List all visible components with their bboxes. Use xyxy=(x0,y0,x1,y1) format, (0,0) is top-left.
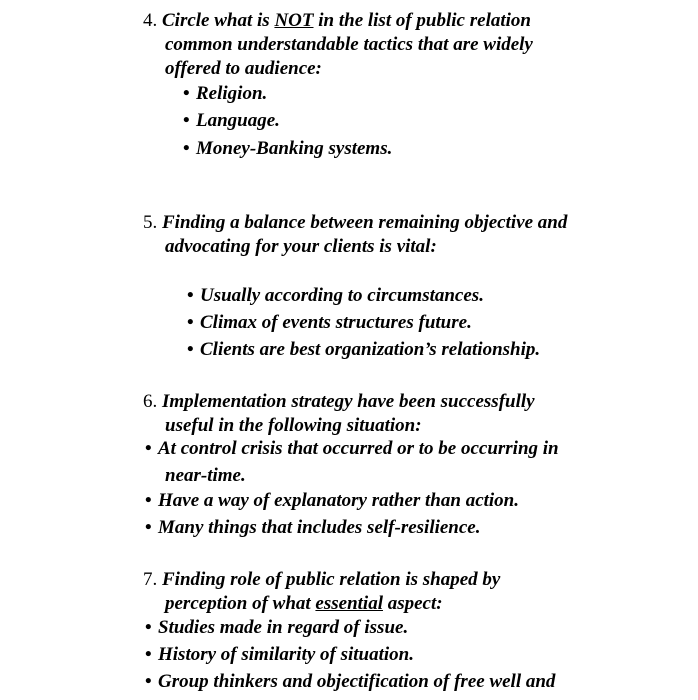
bullet-icon: • xyxy=(145,644,152,665)
bullet-icon: • xyxy=(183,110,190,131)
q6-option-2[interactable]: • Have a way of explanatory rather than action. xyxy=(145,490,519,511)
bullet-icon: • xyxy=(187,285,194,306)
q7-emphasis-essential: essential xyxy=(315,593,383,614)
q4-stem-line-1: 4. Circle what is NOT in the list of public relation xyxy=(143,10,531,31)
bullet-icon: • xyxy=(145,490,152,511)
q6-option-1[interactable]: • At control crisis that occurred or to be occurring in xyxy=(145,438,559,459)
bullet-icon: • xyxy=(183,138,190,159)
q5-option-2[interactable]: • Climax of events structures future. xyxy=(187,312,472,333)
bullet-icon: • xyxy=(145,517,152,538)
q7-option-3[interactable]: • Group thinkers and objectification of free well and xyxy=(145,671,556,692)
bullet-icon: • xyxy=(145,438,152,459)
q7-stem-line-2: perception of what essential aspect: xyxy=(165,593,443,614)
q7-option-1[interactable]: • Studies made in regard of issue. xyxy=(145,617,409,638)
q5-option-3[interactable]: • Clients are best organization’s relationship. xyxy=(187,339,541,360)
q6-stem-line-2: useful in the following situation: xyxy=(165,415,422,436)
q4-option-1[interactable]: • Religion. xyxy=(183,83,268,104)
q4-emphasis-not: NOT xyxy=(274,10,314,31)
q5-number: 5. xyxy=(143,212,158,233)
q5-stem-line-2: advocating for your clients is vital: xyxy=(165,236,437,257)
q6-option-1-continuation: near-time. xyxy=(165,465,246,486)
q7-number: 7. xyxy=(143,569,158,590)
bullet-icon: • xyxy=(183,83,190,104)
q7-option-2[interactable]: • History of similarity of situation. xyxy=(145,644,414,665)
q4-stem-line-3: offered to audience: xyxy=(165,58,322,79)
bullet-icon: • xyxy=(145,671,152,692)
q7-stem-line-1: 7. Finding role of public relation is shaped by xyxy=(143,569,501,590)
q6-stem-line-1: 6. Implementation strategy have been successfully xyxy=(143,391,535,412)
q4-option-3[interactable]: • Money-Banking systems. xyxy=(183,138,393,159)
q5-stem-line-1: 5. Finding a balance between remaining objective and xyxy=(143,212,568,233)
bullet-icon: • xyxy=(187,339,194,360)
bullet-icon: • xyxy=(187,312,194,333)
q6-number: 6. xyxy=(143,391,158,412)
q4-stem-line-2: common understandable tactics that are widely xyxy=(165,34,533,55)
q5-option-1[interactable]: • Usually according to circumstances. xyxy=(187,285,484,306)
bullet-icon: • xyxy=(145,617,152,638)
q4-number: 4. xyxy=(143,10,158,31)
q6-option-3[interactable]: • Many things that includes self-resilience. xyxy=(145,517,481,538)
q4-option-2[interactable]: • Language. xyxy=(183,110,280,131)
